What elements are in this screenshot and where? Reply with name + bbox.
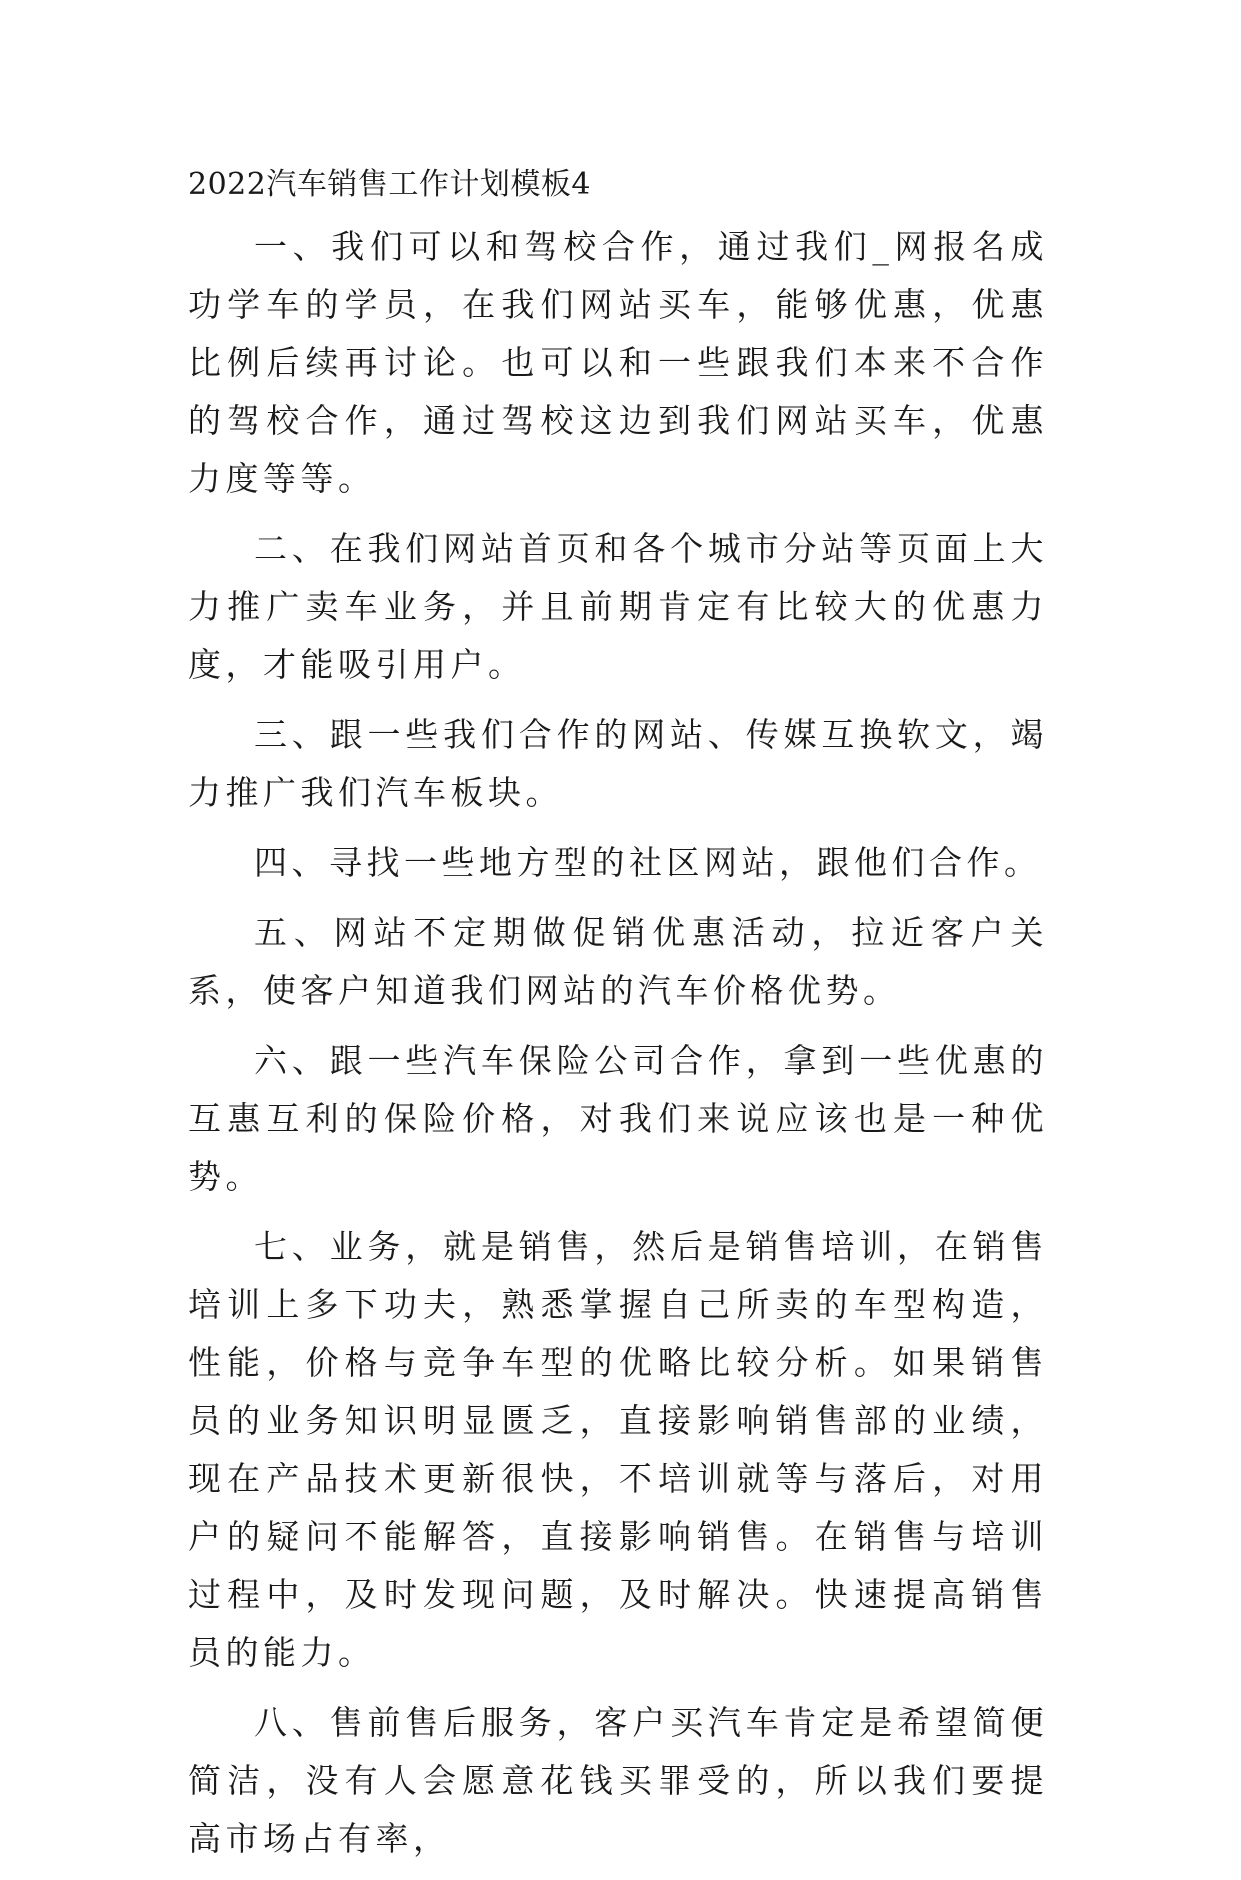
paragraph-7: 七、业务，就是销售，然后是销售培训，在销售培训上多下功夫，熟悉掌握自己所卖的车型构造，性能，价格与竞争车型的优略比较分析。如果销售员的业务知识明显匮乏，直接影响销售部的业绩，现在产品技术更新很快，不培训就等与落后，对用户的疑问不能解答，直接影响销售。在销售与培训过程中，及时发现问题，及时解决。快速提高销售员的能力。: [188, 1227, 1048, 1672]
document-title: 2022汽车销售工作计划模板4: [188, 167, 591, 202]
paragraph-1: 一、我们可以和驾校合作，通过我们_网报名成功学车的学员，在我们网站买车，能够优惠，优惠比例后续再讨论。也可以和一些跟我们本来不合作的驾校合作，通过驾校这边到我们网站买车，优惠力度等等。: [188, 227, 1048, 498]
paragraph-4: 四、寻找一些地方型的社区网站，跟他们合作。: [254, 843, 1042, 882]
paragraph-8: 八、售前售后服务，客户买汽车肯定是希望简便简洁，没有人会愿意花钱买罪受的，所以我们要提高市场占有率，: [188, 1703, 1048, 1858]
paragraph-6: 六、跟一些汽车保险公司合作，拿到一些优惠的互惠互利的保险价格，对我们来说应该也是一种优势。: [188, 1041, 1048, 1196]
paragraph-5: 五、网站不定期做促销优惠活动，拉近客户关系，使客户知道我们网站的汽车价格优势。: [188, 913, 1048, 1010]
paragraph-3: 三、跟一些我们合作的网站、传媒互换软文，竭力推广我们汽车板块。: [188, 715, 1048, 812]
document-body: [188, 218, 1048, 1880]
paragraph-2: 二、在我们网站首页和各个城市分站等页面上大力推广卖车业务，并且前期肯定有比较大的优惠力度，才能吸引用户。: [188, 529, 1048, 684]
